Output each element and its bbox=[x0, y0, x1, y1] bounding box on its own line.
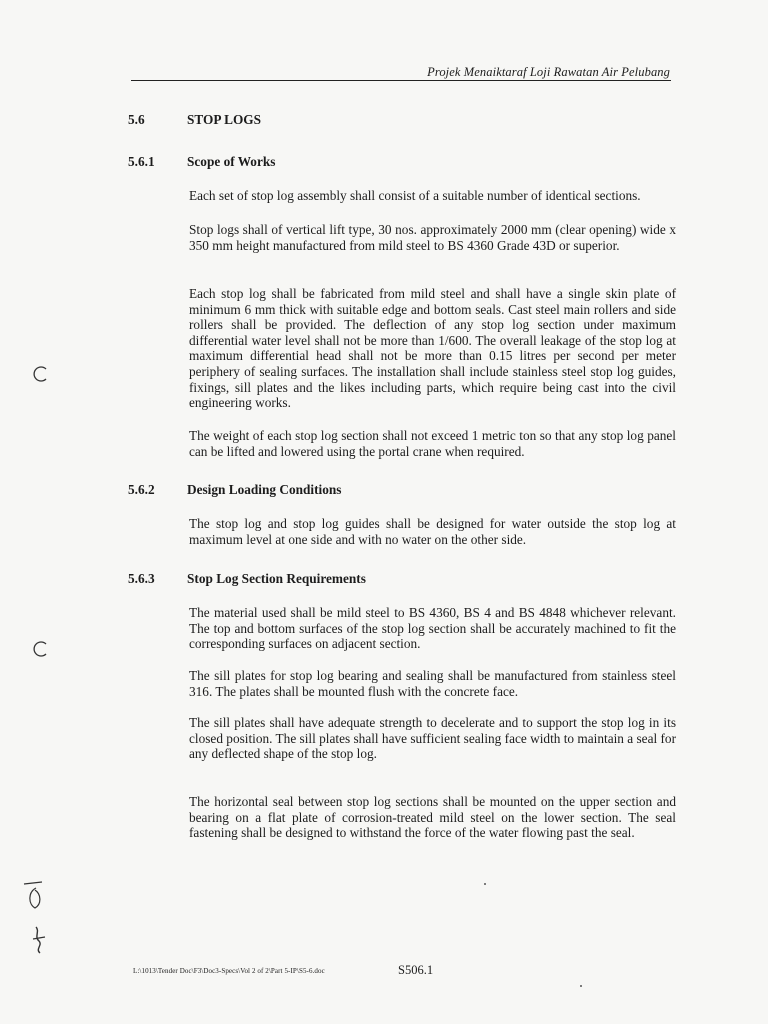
footer-page-number: S506.1 bbox=[398, 963, 434, 977]
initials-mark-icon bbox=[28, 925, 50, 960]
paragraph: The stop log and stop log guides shall be designed for water outside the stop log at maximum level at one side and with no water on the other side. bbox=[189, 516, 676, 547]
section-title: STOP LOGS bbox=[187, 112, 262, 127]
punch-hole-icon bbox=[32, 365, 50, 383]
paragraph: The sill plates for stop log bearing and sealing shall be manufactured from stainless steel 316. The plates shall be mounted flush with the concrete face. bbox=[189, 668, 676, 699]
paragraph: The sill plates shall have adequate strength to decelerate and to support the stop log in its closed position. The sill plates shall have sufficient sealing face width to maintain a seal for any deflected shape of the stop log. bbox=[189, 715, 676, 762]
handwritten-mark-icon bbox=[22, 878, 52, 919]
section-number: 5.6 bbox=[128, 112, 145, 127]
subsection-title-5-6-3: Stop Log Section Requirements bbox=[187, 571, 366, 586]
scan-speck bbox=[484, 883, 486, 885]
subsection-number-5-6-3: 5.6.3 bbox=[128, 571, 155, 586]
scan-speck bbox=[580, 985, 582, 987]
subsection-number-5-6-2: 5.6.2 bbox=[128, 482, 155, 497]
header-title: Projek Menaiktaraf Loji Rawatan Air Pelubang bbox=[427, 65, 670, 79]
subsection-title-5-6-2: Design Loading Conditions bbox=[187, 482, 342, 497]
subsection-title-5-6-1: Scope of Works bbox=[187, 154, 276, 169]
paragraph: Each set of stop log assembly shall consist of a suitable number of identical sections. bbox=[189, 188, 641, 203]
paragraph: The weight of each stop log section shall not exceed 1 metric ton so that any stop log panel can be lifted and lowered using the portal crane when required. bbox=[189, 428, 676, 459]
header-rule bbox=[131, 80, 671, 81]
footer-file-path: L:\1013\Tender Doc\F3\Doc3-Specs\Vol 2 of 2\Part 5-IP\S5-6.doc bbox=[133, 967, 325, 975]
paragraph: Each stop log shall be fabricated from mild steel and shall have a single skin plate of minimum 6 mm thick with suitable edge and bottom seals. Cast steel main rollers and side rollers shall be provided. The deflection of any stop log section under maximum differential water level shall not be more than 1/600. The overall leakage of the stop log at maximum differential head shall not be more than 0.15 litres per second per meter periphery of sealing surfaces. The installation shall include stainless steel stop log guides, fixings, sill plates and the likes including parts, which require being cast into the civil engineering works. bbox=[189, 286, 676, 411]
subsection-number-5-6-1: 5.6.1 bbox=[128, 154, 155, 169]
punch-hole-icon bbox=[32, 640, 50, 658]
paragraph: The material used shall be mild steel to BS 4360, BS 4 and BS 4848 whichever relevant. The top and bottom surfaces of the stop log section shall be accurately machined to fit the corresponding surfaces on adjacent section. bbox=[189, 605, 676, 652]
paragraph: The horizontal seal between stop log sections shall be mounted on the upper section and bearing on a flat plate of corrosion-treated mild steel on the lower section. The seal fastening shall be designed to withstand the force of the water flowing past the seal. bbox=[189, 794, 676, 841]
paragraph: Stop logs shall of vertical lift type, 30 nos. approximately 2000 mm (clear opening) wide x 350 mm height manufactured from mild steel to BS 4360 Grade 43D or superior. bbox=[189, 222, 676, 253]
